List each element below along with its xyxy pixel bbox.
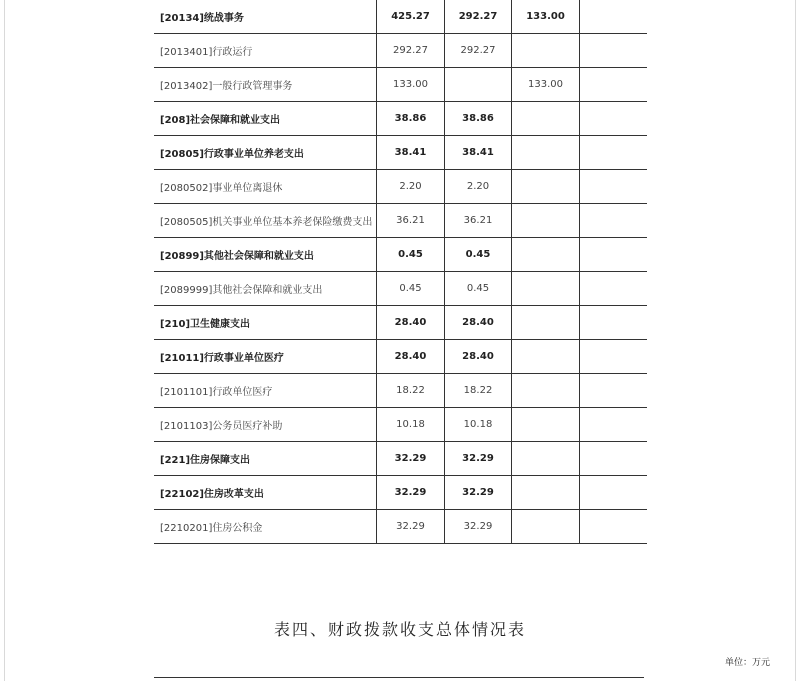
row-name-cell: [21011]行政事业单位医疗: [154, 340, 377, 374]
row-name-cell: [210]卫生健康支出: [154, 306, 377, 340]
row-total-cell: 32.29: [377, 510, 445, 544]
row-total-cell: 36.21: [377, 204, 445, 238]
row-project-cell: [512, 136, 580, 170]
row-basic-cell: 10.18: [445, 408, 512, 442]
row-basic-cell: [445, 68, 512, 102]
row-project-cell: [512, 170, 580, 204]
row-extra-cell: [580, 170, 648, 204]
row-extra-cell: [580, 306, 648, 340]
row-total-cell: 38.86: [377, 102, 445, 136]
table-row: [154, 136, 647, 170]
table-row: [154, 374, 647, 408]
row-extra-cell: [580, 476, 648, 510]
table-row: [154, 442, 647, 476]
row-basic-cell: 2.20: [445, 170, 512, 204]
row-total-cell: 133.00: [377, 68, 445, 102]
row-basic-cell: 18.22: [445, 374, 512, 408]
row-extra-cell: [580, 34, 648, 68]
table-row: [154, 34, 647, 68]
table-row: [154, 68, 647, 102]
row-extra-cell: [580, 102, 648, 136]
row-total-cell: 0.45: [377, 238, 445, 272]
row-project-cell: [512, 272, 580, 306]
table-row: [154, 306, 647, 340]
row-total-cell: 425.27: [377, 0, 445, 34]
table-row: [154, 272, 647, 306]
row-name-cell: [2013401]行政运行: [154, 34, 377, 68]
row-total-cell: 28.40: [377, 306, 445, 340]
row-extra-cell: [580, 510, 648, 544]
row-name-cell: [208]社会保障和就业支出: [154, 102, 377, 136]
row-basic-cell: 0.45: [445, 238, 512, 272]
row-name-cell: [20899]其他社会保障和就业支出: [154, 238, 377, 272]
row-extra-cell: [580, 272, 648, 306]
row-name-cell: [2089999]其他社会保障和就业支出: [154, 272, 377, 306]
row-project-cell: [512, 204, 580, 238]
row-name-cell: [2101101]行政单位医疗: [154, 374, 377, 408]
table-row: [154, 340, 647, 374]
row-total-cell: 38.41: [377, 136, 445, 170]
row-basic-cell: 0.45: [445, 272, 512, 306]
row-project-cell: [512, 442, 580, 476]
row-basic-cell: 292.27: [445, 34, 512, 68]
row-project-cell: [512, 408, 580, 442]
row-name-cell: [2101103]公务员医疗补助: [154, 408, 377, 442]
row-total-cell: 10.18: [377, 408, 445, 442]
table-title: 表四、财政拨款收支总体情况表: [273, 620, 526, 639]
table-row: [154, 0, 647, 34]
table-row: [154, 408, 647, 442]
table-row: [154, 510, 647, 544]
row-name-cell: [2210201]住房公积金: [154, 510, 377, 544]
row-project-cell: [512, 238, 580, 272]
row-extra-cell: [580, 136, 648, 170]
row-extra-cell: [580, 340, 648, 374]
row-name-cell: [22102]住房改革支出: [154, 476, 377, 510]
row-project-cell: [512, 374, 580, 408]
row-total-cell: 28.40: [377, 340, 445, 374]
row-project-cell: [512, 476, 580, 510]
row-project-cell: [512, 510, 580, 544]
row-basic-cell: 28.40: [445, 306, 512, 340]
row-name-cell: [2080502]事业单位离退休: [154, 170, 377, 204]
row-total-cell: 32.29: [377, 442, 445, 476]
expenditure-table-body: [154, 0, 647, 544]
row-basic-cell: 28.40: [445, 340, 512, 374]
table-row: [154, 102, 647, 136]
row-basic-cell: 32.29: [445, 476, 512, 510]
row-project-cell: [512, 340, 580, 374]
row-extra-cell: [580, 0, 648, 34]
row-project-cell: 133.00: [512, 0, 580, 34]
table-row: [154, 238, 647, 272]
row-basic-cell: 32.29: [445, 510, 512, 544]
row-extra-cell: [580, 68, 648, 102]
row-total-cell: 2.20: [377, 170, 445, 204]
row-extra-cell: [580, 374, 648, 408]
row-project-cell: [512, 306, 580, 340]
row-project-cell: 133.00: [512, 68, 580, 102]
page-edge-left: [4, 0, 5, 681]
page-edge-right: [795, 0, 796, 681]
row-total-cell: 292.27: [377, 34, 445, 68]
next-table-top-border: [154, 677, 644, 678]
row-basic-cell: 32.29: [445, 442, 512, 476]
row-total-cell: 18.22: [377, 374, 445, 408]
row-total-cell: 32.29: [377, 476, 445, 510]
row-basic-cell: 38.86: [445, 102, 512, 136]
row-name-cell: [2013402]一般行政管理事务: [154, 68, 377, 102]
unit-label: 单位：万元: [724, 658, 770, 668]
row-total-cell: 0.45: [377, 272, 445, 306]
row-name-cell: [20805]行政事业单位养老支出: [154, 136, 377, 170]
row-extra-cell: [580, 238, 648, 272]
row-basic-cell: 292.27: [445, 0, 512, 34]
row-extra-cell: [580, 204, 648, 238]
row-basic-cell: 36.21: [445, 204, 512, 238]
row-extra-cell: [580, 408, 648, 442]
row-name-cell: [2080505]机关事业单位基本养老保险缴费支出: [154, 204, 377, 238]
table-row: [154, 204, 647, 238]
table-row: [154, 476, 647, 510]
table-row: [154, 170, 647, 204]
row-project-cell: [512, 34, 580, 68]
row-name-cell: [20134]统战事务: [154, 0, 377, 34]
row-name-cell: [221]住房保障支出: [154, 442, 377, 476]
expenditure-table: [154, 0, 647, 544]
row-extra-cell: [580, 442, 648, 476]
row-basic-cell: 38.41: [445, 136, 512, 170]
row-project-cell: [512, 102, 580, 136]
